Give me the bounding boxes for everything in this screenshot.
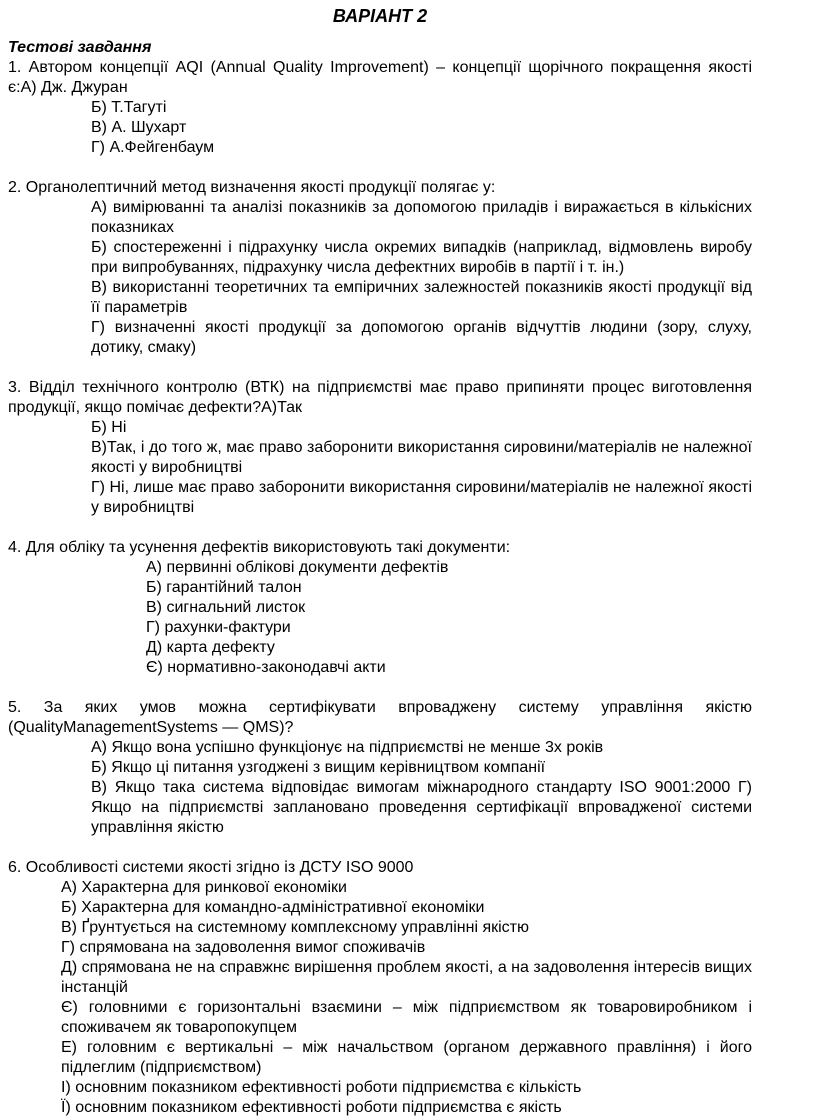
answer-option: Г) спрямована на задоволення вимог споживачів bbox=[61, 939, 426, 956]
question-2 bbox=[8, 178, 752, 358]
answer-option: А) Характерна для ринкової економіки bbox=[61, 879, 347, 896]
answer-option: А) вимірюванні та аналізі показників за допомогою приладів і виражається в кількісних показниках bbox=[91, 199, 752, 236]
answer-option: Е) головним є вертикальні – між начальством (органом державного правління) і його підлеглим (підприємством) bbox=[61, 1039, 752, 1076]
answer-option: Б) Ні bbox=[91, 419, 127, 436]
question-stem: 3. Відділ технічного контролю (ВТК) на підприємстві має право припиняти процес виготовлення продукції, якщо помічає дефекти?А)Так bbox=[8, 379, 752, 416]
answer-option: В) А. Шухарт bbox=[91, 119, 187, 136]
answer-option: Ї) основним показником ефективності роботи підприємства є якість bbox=[61, 1099, 562, 1116]
answer-option: А) Якщо вона успішно функціонує на підприємстві не менше 3х років bbox=[91, 739, 604, 756]
spacer bbox=[8, 158, 752, 178]
answer-option: І) основним показником ефективності роботи підприємства є кількість bbox=[61, 1079, 582, 1096]
answer-option: В) Ґрунтується на системному комплексному управлінні якістю bbox=[61, 919, 530, 936]
spacer bbox=[8, 678, 752, 698]
spacer bbox=[8, 838, 752, 858]
answer-option: Б) гарантійний талон bbox=[146, 579, 302, 596]
question-1 bbox=[8, 58, 752, 158]
spacer bbox=[8, 518, 752, 538]
question-6 bbox=[8, 858, 752, 1118]
answer-options bbox=[8, 98, 752, 158]
spacer bbox=[8, 358, 752, 378]
answer-option: Б) спостереженні і підрахунку числа окремих випадків (наприклад, відмовлень виробу при випробуваннях, підрахунку числа дефектних виробів в партії і т. ін.) bbox=[91, 239, 752, 276]
answer-options bbox=[8, 198, 752, 358]
answer-options bbox=[8, 558, 752, 678]
answer-option: Б) Т.Тагуті bbox=[91, 99, 167, 116]
question-stem: 1. Автором концепції AQI (Annual Quality Improvement) – концепції щорічного покращення якості є:А) Дж. Джуран bbox=[8, 59, 752, 96]
answer-options bbox=[8, 738, 752, 838]
answer-option: Г) рахунки-фактури bbox=[146, 619, 291, 636]
document-title: ВАРІАНТ 2 bbox=[332, 6, 428, 26]
answer-option: Д) карта дефекту bbox=[146, 639, 275, 656]
section-heading: Тестові завдання bbox=[8, 39, 152, 56]
answer-option: Є) головними є горизонтальні взаємини – між підприємством як товаровиробником і споживачем як товаропокупцем bbox=[61, 999, 752, 1036]
answer-option: В)Так, і до того ж, має право заборонити використання сировини/матеріалів не належної якості у виробництві bbox=[91, 439, 752, 476]
answer-option: В) Якщо така система відповідає вимогам міжнародного стандарту ISO 9001:2000 Г) Якщо на підприємстві заплановано проведення сертифікації впровадженої системи управління якістю bbox=[91, 779, 752, 836]
question-4 bbox=[8, 538, 752, 678]
answer-option: Б) Якщо ці питання узгоджені з вищим керівництвом компанії bbox=[91, 759, 546, 776]
answer-option: А) первинні облікові документи дефектів bbox=[146, 559, 449, 576]
answer-option: Г) Ні, лише має право заборонити використання сировини/матеріалів не належної якості у виробництві bbox=[91, 479, 752, 516]
answer-option: Г) визначенні якості продукції за допомогою органів відчуттів людини (зору, слуху, дотику, смаку) bbox=[91, 319, 752, 356]
answer-option: В) сигнальний листок bbox=[146, 599, 306, 616]
answer-option: В) використанні теоретичних та емпіричних залежностей показників якості продукції від її параметрів bbox=[91, 279, 752, 316]
answer-option: Г) А.Фейгенбаум bbox=[91, 139, 215, 156]
question-stem: 2. Органолептичний метод визначення якості продукції полягає у: bbox=[8, 179, 496, 196]
question-stem: 5. За яких умов можна сертифікувати впроваджену систему управління якістю (QualityManagementSystems — QMS)? bbox=[8, 699, 752, 736]
question-3 bbox=[8, 378, 752, 518]
answer-options bbox=[8, 878, 752, 1118]
question-stem: 6. Особливості системи якості згідно із ДСТУ ISO 9000 bbox=[8, 859, 414, 876]
document-page bbox=[8, 4, 752, 1118]
question-5 bbox=[8, 698, 752, 838]
question-stem: 4. Для обліку та усунення дефектів використовують такі документи: bbox=[8, 539, 511, 556]
answer-options bbox=[8, 418, 752, 518]
answer-option: Є) нормативно-законодавчі акти bbox=[146, 659, 386, 676]
answer-option: Б) Характерна для командно-адміністративної економіки bbox=[61, 899, 485, 916]
answer-option: Д) спрямована не на справжнє вирішення проблем якості, а на задоволення інтересів вищих інстанцій bbox=[61, 959, 752, 996]
